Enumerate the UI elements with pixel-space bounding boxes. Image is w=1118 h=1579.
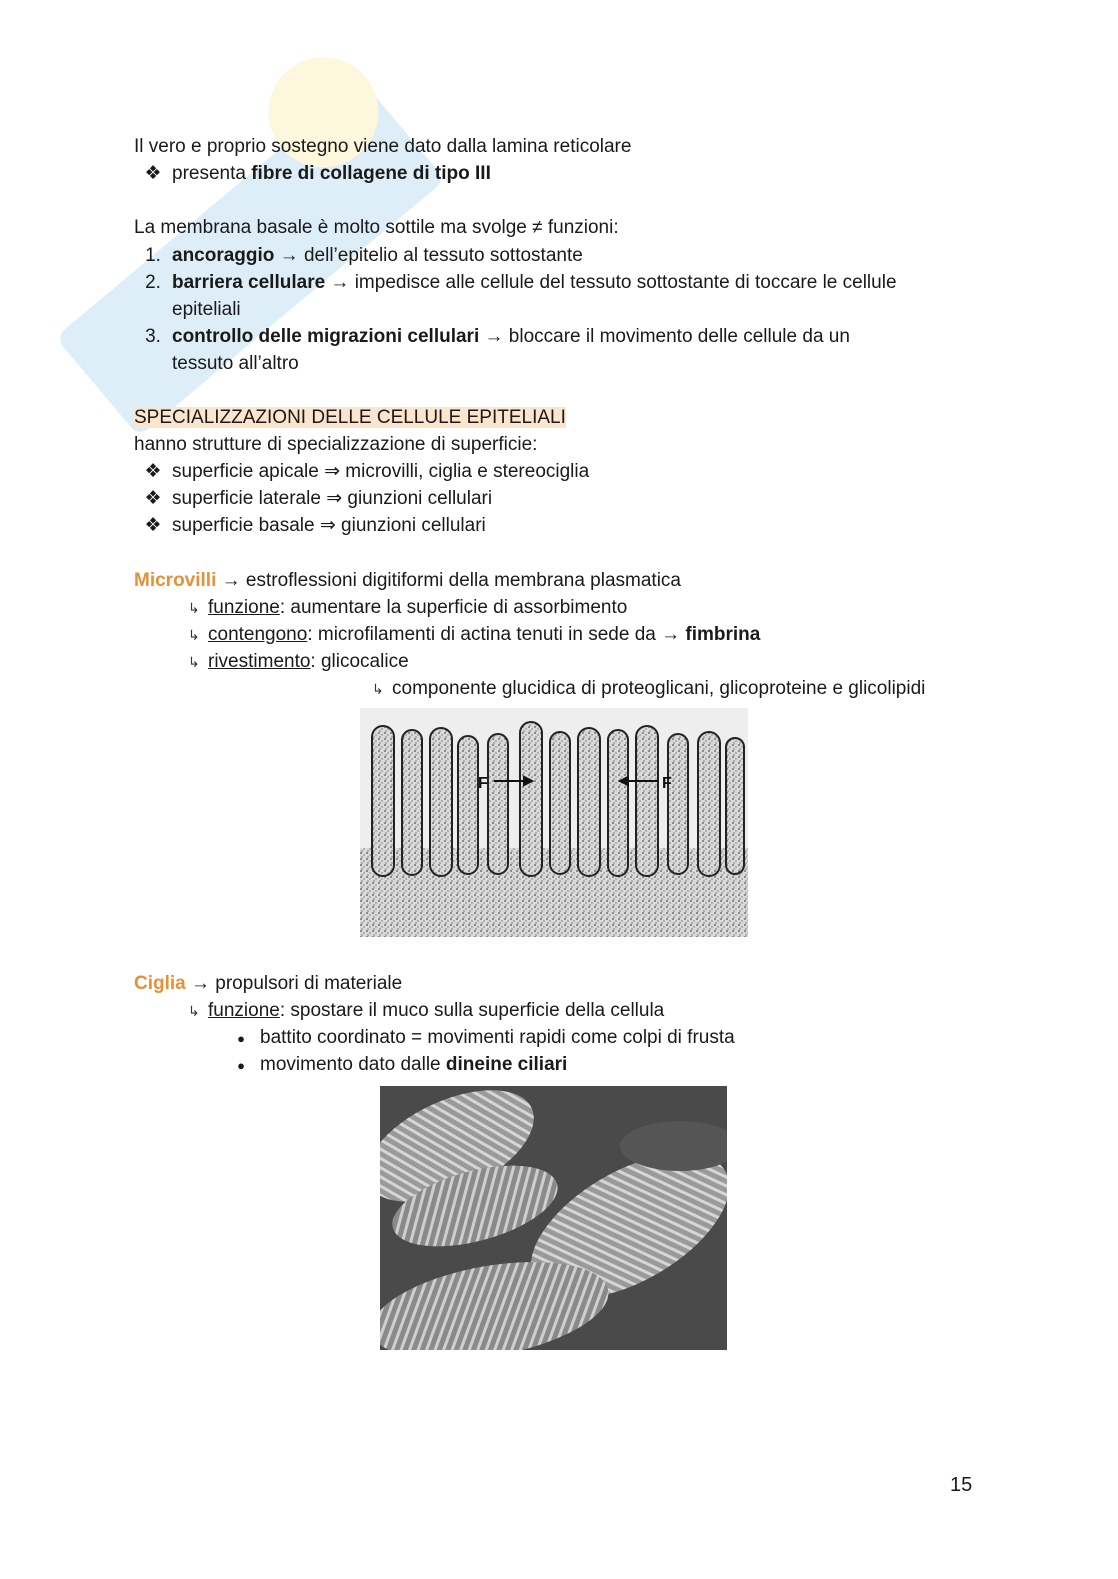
dot-bullet-icon: ●: [237, 1058, 245, 1073]
ciglia-bullet-beating: ● battito coordinato = movimenti rapidi come colpi di frusta: [222, 1024, 735, 1052]
arrow-hook-icon: ↳: [372, 681, 384, 697]
bullet-collagen: ❖ presenta fibre di collagene di tipo III: [134, 160, 491, 187]
arrow-hook-icon: ↳: [188, 600, 200, 616]
microvilli-micrograph: [360, 708, 748, 937]
surface-item-basal: ❖ superficie basale ⇒ giunzioni cellulari: [134, 512, 486, 539]
figure-label-f-left: F: [478, 775, 488, 792]
list-item-function-1: 1. ancoraggio → dell’epitelio al tessuto sottostante: [145, 245, 583, 266]
section-heading: SPECIALIZZAZIONI DELLE CELLULE EPITELIALI: [134, 407, 566, 428]
section-intro: hanno strutture di specializzazione di superficie:: [134, 434, 538, 455]
paragraph-support: Il vero e proprio sostegno viene dato dalla lamina reticolare: [134, 136, 632, 157]
microvilli-function: ↳ funzione: aumentare la superficie di assorbimento: [188, 594, 627, 622]
list-item-function-3-cont: tessuto all’altro: [172, 353, 299, 374]
diamond-bullet-icon: ❖: [144, 163, 162, 184]
ciglia-function: ↳ funzione: spostare il muco sulla superficie della cellula: [188, 997, 664, 1025]
diamond-bullet-icon: ❖: [144, 488, 162, 509]
microvilli-coating: ↳ rivestimento: glicocalice: [188, 648, 409, 676]
microvilli-glycocalyx-detail: ↳ componente glucidica di proteoglicani, glicoproteine e glicolipidi: [372, 675, 925, 703]
list-item-function-3: 3. controllo delle migrazioni cellulari → bloccare il movimento delle cellule da un: [145, 326, 850, 347]
arrow-hook-icon: ↳: [188, 627, 200, 643]
surface-item-apical: ❖ superficie apicale ⇒ microvilli, ciglia e stereociglia: [134, 458, 589, 485]
arrow-hook-icon: ↳: [188, 654, 200, 670]
microvilli-heading: Microvilli → estroflessioni digitiformi della membrana plasmatica: [134, 570, 681, 591]
list-item-function-2: 2. barriera cellulare → impedisce alle cellule del tessuto sottostante di toccare le cellule: [145, 272, 897, 293]
paragraph-basal-membrane: La membrana basale è molto sottile ma svolge ≠ funzioni:: [134, 217, 619, 238]
dot-bullet-icon: ●: [237, 1031, 245, 1046]
figure-label-f-right: F: [662, 775, 672, 792]
page-number: 15: [950, 1474, 973, 1496]
cilia-sem-image: [380, 1086, 727, 1350]
arrow-hook-icon: ↳: [188, 1003, 200, 1019]
microvilli-contents: ↳ contengono: microfilamenti di actina tenuti in sede da → fimbrina: [188, 621, 760, 649]
list-item-function-2-cont: epiteliali: [172, 299, 241, 320]
ciglia-heading: Ciglia → propulsori di materiale: [134, 973, 403, 994]
ciglia-bullet-dynein: ● movimento dato dalle dineine ciliari: [222, 1051, 567, 1079]
surface-item-lateral: ❖ superficie laterale ⇒ giunzioni cellulari: [134, 485, 492, 512]
diamond-bullet-icon: ❖: [144, 515, 162, 536]
diamond-bullet-icon: ❖: [144, 461, 162, 482]
